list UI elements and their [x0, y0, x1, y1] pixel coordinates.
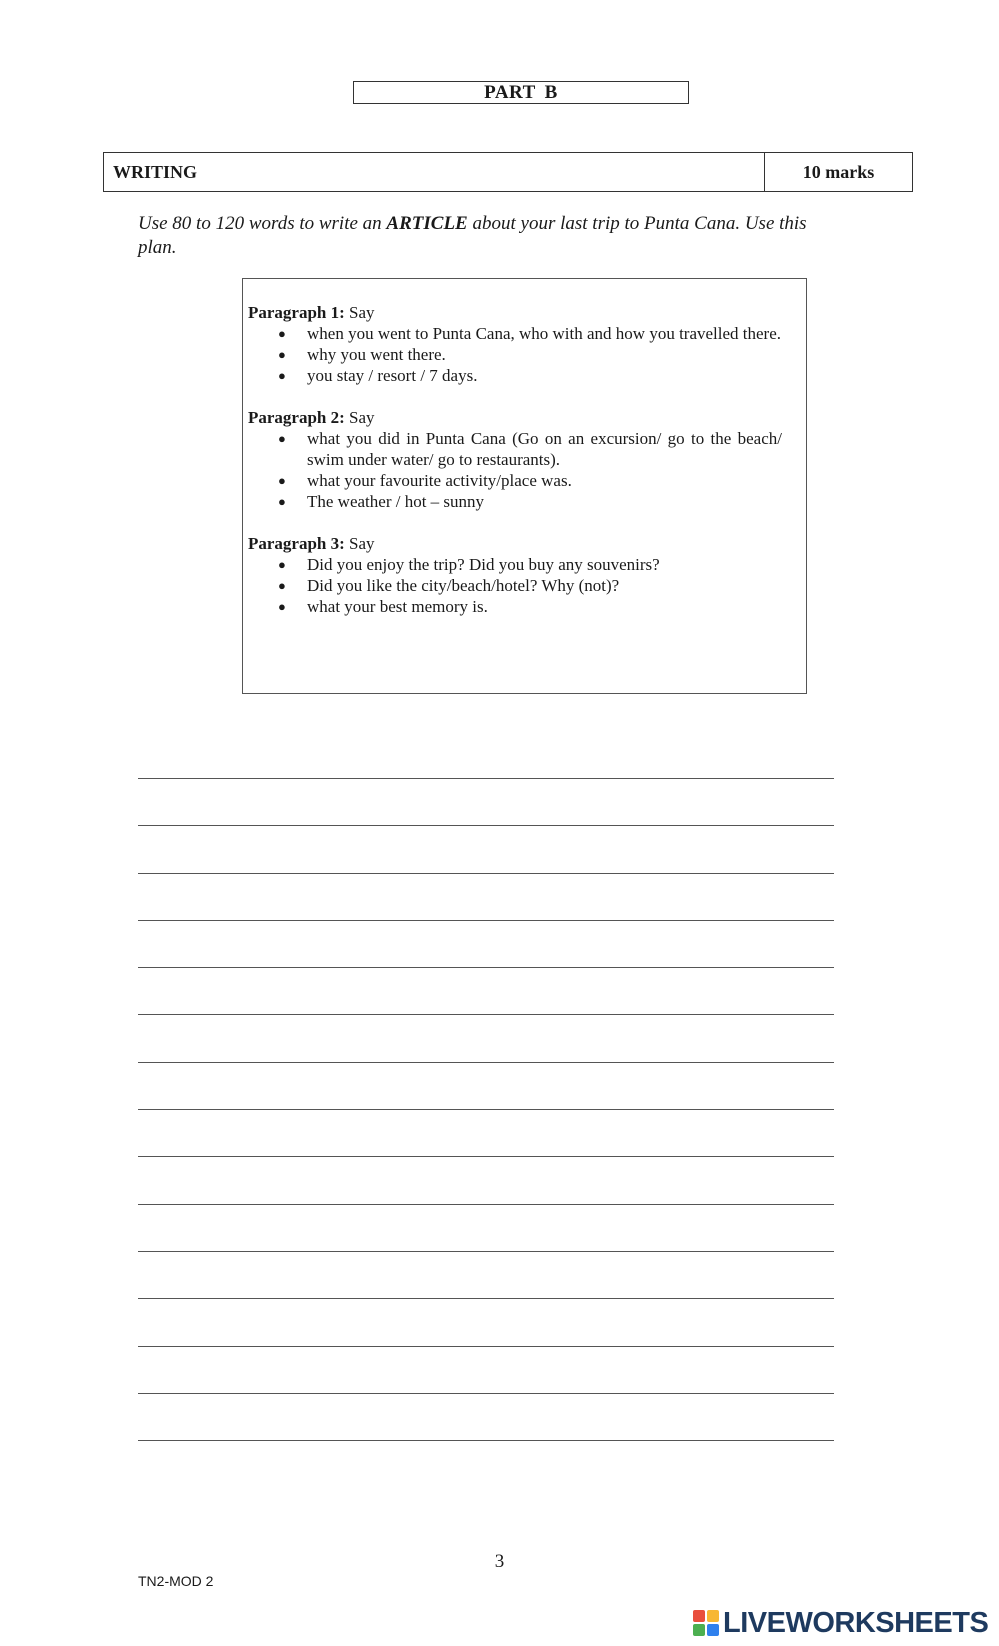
paragraph-verb: Say [344, 408, 375, 427]
writing-area[interactable] [138, 778, 834, 1487]
paragraph-label: Paragraph 3: [248, 534, 345, 553]
bullet-text: what you did in Punta Cana (Go on an excursion/ go to the beach/ swim under water/ go to restaurants). [307, 429, 782, 469]
bullet-text: you stay / resort / 7 days. [307, 366, 478, 385]
instructions-emphasis: ARTICLE [386, 213, 468, 234]
plan-paragraph [248, 302, 782, 386]
plan-paragraph [248, 407, 782, 512]
writing-plan-box [242, 278, 807, 694]
writing-line [138, 1014, 834, 1015]
bullet-icon: ● [278, 494, 286, 509]
task-instructions [138, 212, 838, 260]
plan-bullet-item [248, 470, 782, 491]
logo-tile [693, 1624, 705, 1636]
logo-tile [707, 1624, 719, 1636]
writing-line [138, 920, 834, 921]
paragraph-verb: Say [344, 534, 375, 553]
bullet-icon: ● [278, 347, 286, 362]
instructions-text-after: about your last trip to Punta Cana. Use this plan. [138, 213, 807, 258]
section-marks: 10 marks [802, 162, 875, 182]
plan-bullet-item [248, 491, 782, 512]
document-code: TN2-MOD 2 [138, 1573, 214, 1589]
bullet-icon: ● [278, 557, 286, 572]
plan-bullet-item [248, 344, 782, 365]
writing-line [138, 1062, 834, 1063]
liveworksheets-brand [693, 1608, 988, 1638]
bullet-text: why you went there. [307, 345, 446, 364]
paragraph-heading [248, 302, 782, 323]
writing-line [138, 825, 834, 826]
page-number: 3 [494, 1551, 505, 1572]
plan-bullet-item [248, 554, 782, 575]
liveworksheets-logo-icon [693, 1610, 719, 1636]
instructions-text-before: Use 80 to 120 words to write an [138, 213, 387, 234]
brand-name: LIVEWORKSHEETS [723, 1606, 989, 1639]
bullet-icon: ● [278, 431, 286, 446]
writing-line [138, 967, 834, 968]
section-name: WRITING [104, 153, 765, 191]
bullet-icon: ● [278, 473, 286, 488]
bullet-icon: ● [278, 326, 286, 341]
bullet-icon: ● [278, 368, 286, 383]
paragraph-bullets [248, 554, 782, 617]
plan-bullet-item [248, 323, 782, 344]
writing-line [138, 1440, 834, 1441]
logo-tile [707, 1610, 719, 1622]
paragraph-label: Paragraph 1: [248, 303, 345, 322]
writing-line [138, 1251, 834, 1252]
section-header-table [103, 152, 913, 192]
bullet-icon: ● [278, 578, 286, 593]
writing-line [138, 1109, 834, 1110]
part-title: PART B [353, 81, 689, 104]
plan-bullet-item [248, 428, 782, 470]
writing-line [138, 1393, 834, 1394]
bullet-text: Did you like the city/beach/hotel? Why (not)? [307, 576, 620, 595]
bullet-text: The weather / hot – sunny [307, 492, 485, 511]
bullet-icon: ● [278, 599, 286, 614]
plan-bullet-item [248, 365, 782, 386]
bullet-text: Did you enjoy the trip? Did you buy any souvenirs? [307, 555, 660, 574]
paragraph-heading [248, 533, 782, 554]
bullet-text: what your best memory is. [307, 597, 488, 616]
writing-line [138, 1204, 834, 1205]
writing-line [138, 1298, 834, 1299]
logo-tile [693, 1610, 705, 1622]
writing-line [138, 873, 834, 874]
paragraph-bullets [248, 428, 782, 512]
writing-line [138, 778, 834, 779]
plan-bullet-item [248, 575, 782, 596]
paragraph-heading [248, 407, 782, 428]
bullet-text: when you went to Punta Cana, who with and how you travelled there. [307, 324, 782, 343]
plan-bullet-item [248, 596, 782, 617]
paragraph-bullets [248, 323, 782, 386]
writing-line [138, 1346, 834, 1347]
plan-paragraph [248, 533, 782, 617]
bullet-text: what your favourite activity/place was. [307, 471, 572, 490]
paragraph-verb: Say [344, 303, 375, 322]
writing-line [138, 1156, 834, 1157]
paragraph-label: Paragraph 2: [248, 408, 345, 427]
